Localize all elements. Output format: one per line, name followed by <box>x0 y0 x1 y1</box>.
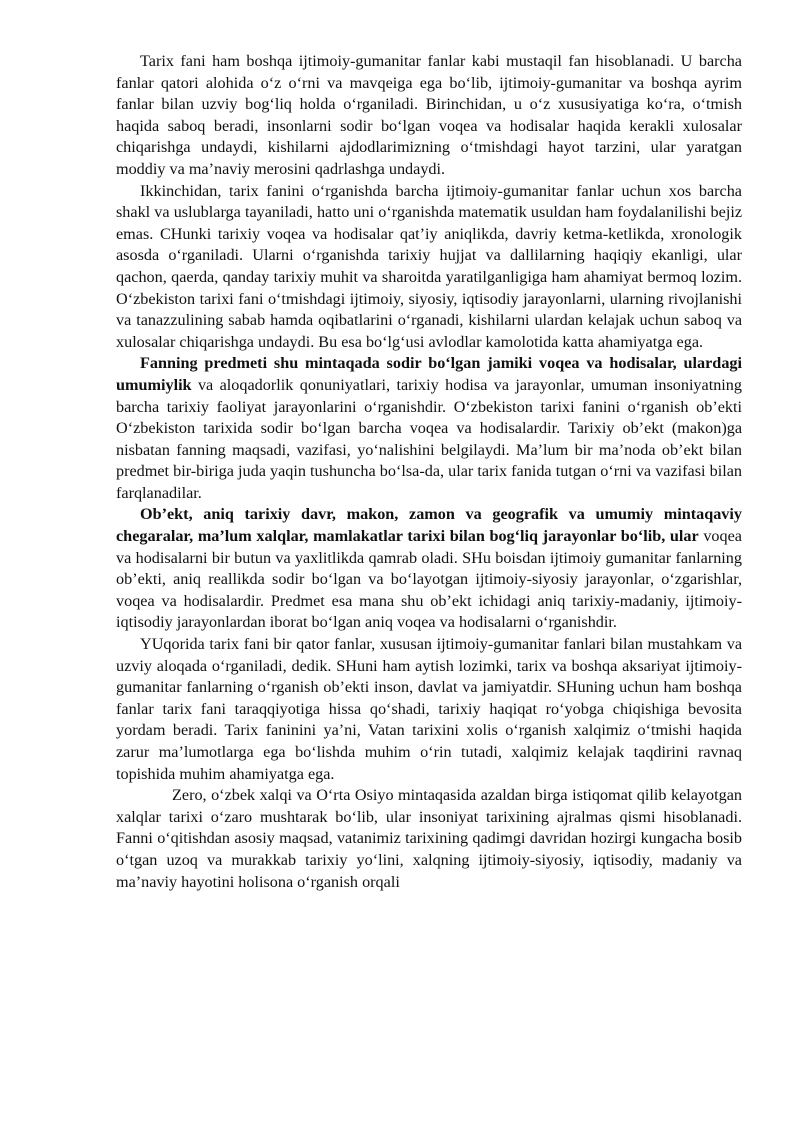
paragraph-4-bold-lead: Ob’ekt, aniq tarixiy davr, makon, zamon va geografik va umumiy mintaqaviy chegaralar, ma’lum xalqlar, mamlakatlar tarixi bilan bog‘liq jarayonlar bo‘lib, ular <box>116 505 742 546</box>
paragraph-4-text: voqea va hodisalarni bir butun va yaxlitlikda qamrab oladi. SHu boisdan ijtimoiy gumanitar fanlarning ob’ekti, aniq reallikda sodir bo‘lgan va bo‘layotgan ijtimoiy-siyosiy jarayonlar, o‘zgarishlar, voqea va hodisalardir. Predmet esa mana shu ob’ekt ichidagi aniq tarixiy-madaniy, ijtimoiy-iqtisodiy jarayonlardan iborat bo‘lgan aniq voqea va hodisalarni o‘rganishdir. <box>116 527 742 632</box>
paragraph-4 <box>116 504 742 634</box>
document-page <box>116 51 742 893</box>
paragraph-1 <box>116 51 742 181</box>
paragraph-2 <box>116 181 742 354</box>
paragraph-2-text: Ikkinchidan, tarix fanini o‘rganishda barcha ijtimoiy-gumanitar fanlar uchun xos barcha shakl va uslublarga tayaniladi, hatto uni o‘rganishda matematik usuldan ham foydalanilishi bejiz emas. CHunki tarixiy voqea va hodisalar qat’iy aniqlikda, davriy ketma-ketlikda, xronologik asosda o‘rganiladi. Ularni o‘rganishda tarixiy hujjat va dallilarning haqiqiy ekanligi, ular qachon, qaerda, qanday tarixiy muhit va sharoitda yaratilganligiga ham ahamiyat bermoq lozim. O‘zbekiston tarixi fani o‘tmishdagi ijtimoiy, siyosiy, iqtisodiy jarayonlarni, ularning rivojlanishi va tanazzulining sabab hamda oqibatlarini o‘rganadi, kishilarni ulardan kelajak uchun saboq va xulosalar chiqarishga undaydi. Bu esa bo‘lg‘usi avlodlar kamolotida katta ahamiyatga ega. <box>116 181 742 351</box>
paragraph-6-text: Zero, o‘zbek xalqi va O‘rta Osiyo mintaqasida azaldan birga istiqomat qilib kelayotgan xalqlar tarixi o‘zaro mushtarak bo‘lib, ular insoniyat tarixining ajralmas qismi hisoblanadi. Fanni o‘qitishdan asosiy maqsad, vatanimiz tarixining qadimgi davridan hozirgi kungacha bosib o‘tgan uzoq va murakkab tarixiy yo‘lini, xalqning ijtimoiy-siyosiy, iqtisodiy, madaniy va ma’naviy hayotini holisona o‘rganish orqali <box>116 786 742 891</box>
paragraph-3-text: va aloqadorlik qonuniyatlari, tarixiy hodisa va jarayonlar, umuman insoniyatning barcha tarixiy faoliyat jarayonlarini o‘rganishdir. O‘zbekiston tarixi fanini o‘rganish ob’ekti O‘zbekiston tarixida sodir bo‘lgan barcha voqea va hodisalardir. Tarixiy ob’ekt (makon)ga nisbatan fanning maqsadi, vazifasi, yo‘nalishini belgilaydi. Ma’lum bir ma’noda ob’ekt bilan predmet bir-biriga juda yaqin tushuncha bo‘lsa-da, ular tarix fanida tutgan o‘rni va vazifasi bilan farqlanadilar. <box>116 375 742 502</box>
paragraph-3 <box>116 353 742 504</box>
paragraph-5-text: YUqorida tarix fani bir qator fanlar, xususan ijtimoiy-gumanitar fanlari bilan mustahkam va uzviy aloqada o‘rganiladi, dedik. SHuni ham aytish lozimki, tarix va boshqa aksariyat ijtimoiy- gumanitar fanlarning o‘rganish ob’ekti inson, davlat va jamiyatdir. SHuning uchun ham boshqa fanlar tarix fani taraqqiyotiga hissa qo‘shadi, tarixiy haqiqat ro‘yobga chiqishiga bevosita yordam beradi. Tarix faninini ya’ni, Vatan tarixini xolis o‘rganish xalqimiz o‘tmishi haqida zarur ma’lumotlarga ega bo‘lishda muhim o‘rin tutadi, xalqimiz kelajak taqdirini ravnaq topishida muhim ahamiyatga ega. <box>116 635 742 783</box>
paragraph-6 <box>116 785 742 893</box>
paragraph-1-text: Tarix fani ham boshqa ijtimoiy-gumanitar fanlar kabi mustaqil fan hisoblanadi. U barcha fanlar qatori alohida o‘z o‘rni va mavqeiga ega bo‘lib, ijtimoiy-gumanitar va boshqa ayrim fanlar bilan uzviy bog‘liq holda o‘rganiladi. Birinchidan, u o‘z xususiyatiga ko‘ra, o‘tmish haqida saboq beradi, insonlarni sodir bo‘lgan voqea va hodisalar haqida kerakli xulosalar chiqarishga undaydi, kishilarni ajdodlarimizning o‘tmishdagi hayot tarzini, ular yaratgan moddiy va ma’naviy merosini qadrlashga undaydi. <box>116 52 742 178</box>
paragraph-3-bold-lead: Fanning predmeti shu mintaqada sodir bo‘lgan jamiki voqea va hodisalar, ulardagi umumiylik <box>116 354 742 394</box>
paragraph-5 <box>116 634 742 785</box>
